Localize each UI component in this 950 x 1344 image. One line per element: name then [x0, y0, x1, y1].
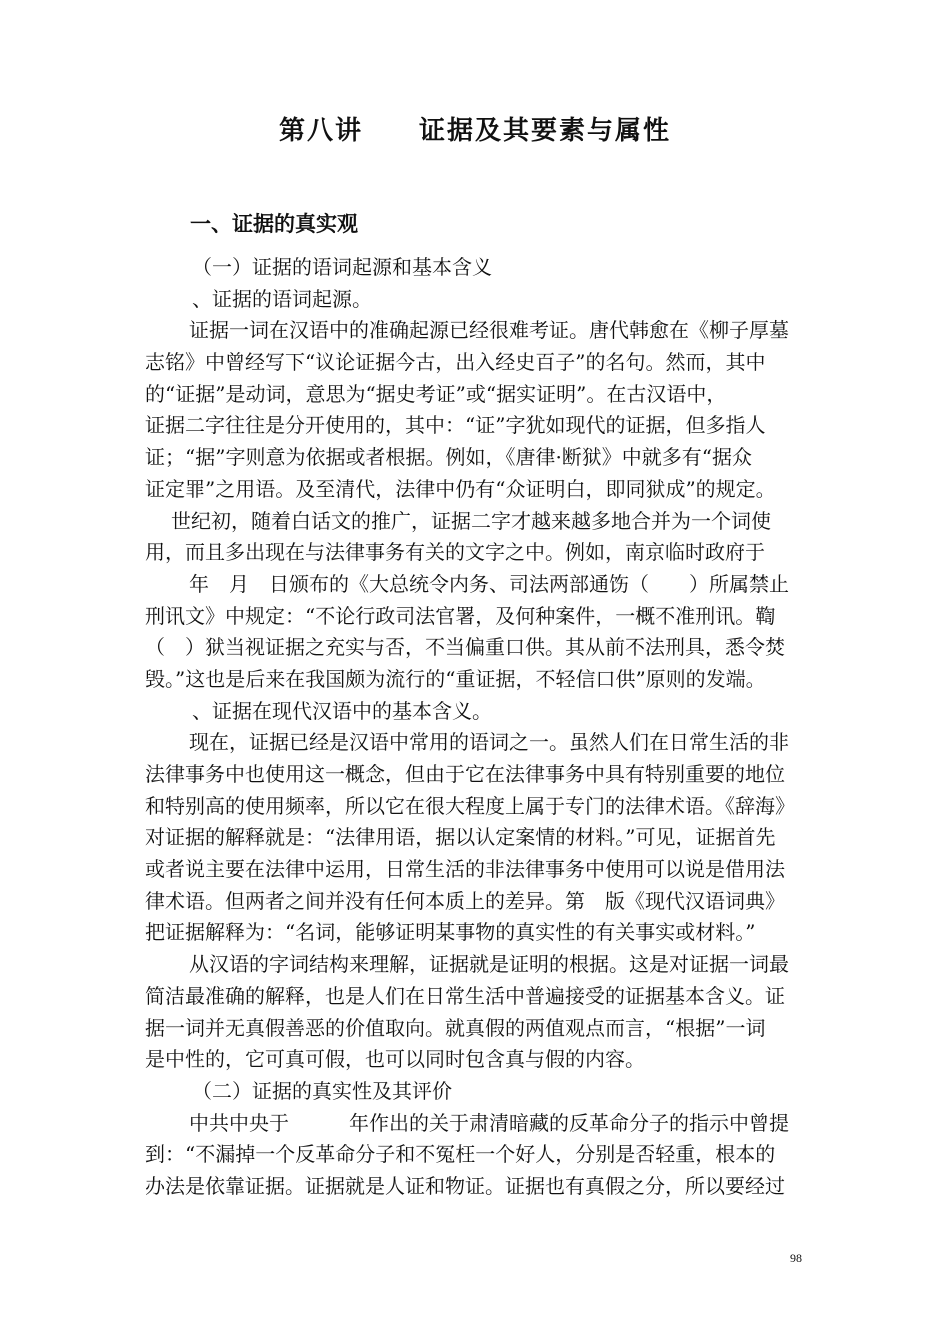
- text-line: 或者说主要在法律中运用，日常生活的非法律事务中使用可以说是借用法: [145, 857, 785, 882]
- text-line: 证据二字往往是分开使用的，其中：“证”字犹如现代的证据，但多指人: [145, 413, 766, 438]
- text-line: 和特别高的使用频率，所以它在很大程度上属于专门的法律术语。《辞海》: [145, 793, 795, 818]
- text-line: 到：“不漏掉一个反革命分子和不冤枉一个好人，分别是否轻重，根本的: [145, 1142, 776, 1167]
- text-line: 志铭》中曾经写下“议论证据今古，出入经史百子”的名句。然而，其中: [145, 350, 766, 375]
- text-line: 中共中央于 年作出的关于肃清暗藏的反革命分子的指示中曾提: [189, 1110, 789, 1135]
- text-line: 把证据解释为：“名词，能够证明某事物的真实性的有关事实或材料。”: [145, 920, 756, 945]
- text-line: 刑讯文》中规定：“不论行政司法官署，及何种案件，一概不准刑讯。鞫: [145, 603, 776, 628]
- page-number: 98: [790, 1251, 802, 1265]
- section-heading: 一、证据的真实观: [190, 212, 358, 236]
- text-line: 是中性的，它可真可假，也可以同时包含真与假的内容。: [145, 1047, 645, 1072]
- text-line: 年 月 日颁布的《大总统令内务、司法两部通饬（ ）所属禁止: [189, 571, 789, 596]
- body-text: [145, 252, 811, 1203]
- text-line: 、证据的语词起源。: [192, 286, 372, 311]
- text-line: 毁。”这也是后来在我国颇为流行的“重证据，不轻信口供”原则的发端。: [145, 666, 766, 691]
- text-line: 证据一词在汉语中的准确起源已经很难考证。唐代韩愈在《柳子厚墓: [189, 318, 789, 343]
- text-line: （一）证据的语词起源和基本含义: [192, 255, 492, 279]
- text-line: 据一词并无真假善恶的价值取向。就真假的两值观点而言，“根据”一词: [145, 1015, 766, 1040]
- text-line: 律术语。但两者之间并没有任何本质上的差异。第 版《现代汉语词典》: [145, 888, 785, 913]
- chapter-title: 第八讲 证据及其要素与属性: [278, 116, 671, 146]
- text-line: 现在，证据已经是汉语中常用的语词之一。虽然人们在日常生活的非: [189, 730, 789, 755]
- text-line: 的“证据”是动词，意思为“据史考证”或“据实证明”。在古汉语中，: [145, 381, 727, 406]
- text-line: 证；“据”字则意为依据或者根据。例如，《唐律·断狱》中就多有“据众: [145, 445, 753, 470]
- text-line: 办法是依靠证据。证据就是人证和物证。证据也有真假之分，所以要经过: [145, 1173, 785, 1198]
- text-line: 简洁最准确的解释，也是人们在日常生活中普遍接受的证据基本含义。证: [145, 983, 785, 1008]
- text-line: （二）证据的真实性及其评价: [192, 1078, 452, 1103]
- text-line: 法律事务中也使用这一概念，但由于它在法律事务中具有特别重要的地位: [145, 762, 785, 786]
- text-line: 、证据在现代汉语中的基本含义。: [192, 698, 492, 723]
- text-line: 证定罪”之用语。及至清代，法律中仍有“众证明白，即同狱成”的规定。: [145, 476, 776, 501]
- text-line: 从汉语的字词结构来理解，证据就是证明的根据。这是对证据一词最: [189, 952, 789, 977]
- text-line: （ ）狱当视证据之充实与否，不当偏重口供。其从前不法刑具，悉令焚: [145, 635, 785, 660]
- text-line: 世纪初，随着白话文的推广，证据二字才越来越多地合并为一个词使: [171, 508, 771, 533]
- text-line: 对证据的解释就是：“法律用语，据以认定案情的材料。”可见，证据首先: [145, 825, 776, 850]
- text-line: 用，而且多出现在与法律事务有关的文字之中。例如，南京临时政府于: [145, 540, 765, 565]
